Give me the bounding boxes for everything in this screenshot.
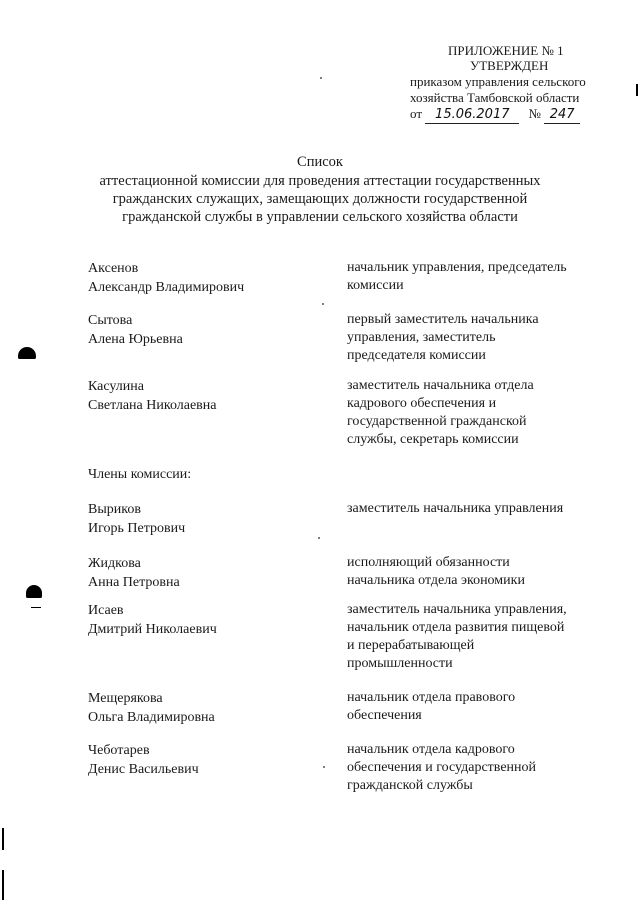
member-surname: Исаев: [88, 603, 124, 618]
member-role-line: гражданской службы: [347, 778, 473, 793]
members-heading: Члены комиссии:: [88, 467, 192, 482]
member-surname: Аксенов: [88, 261, 139, 276]
scan-edge-line: [2, 870, 4, 900]
scan-speck: [323, 766, 325, 768]
binder-hole-mark: [18, 347, 36, 359]
member-role-line: службы, секретарь комиссии: [347, 432, 519, 447]
title-line-2: гражданских служащих, замещающих должности государственной: [112, 191, 528, 207]
scan-mark: [31, 607, 41, 608]
member-role-line: государственной гражданской: [347, 414, 527, 429]
order-line-2: хозяйства Тамбовской области: [410, 90, 580, 105]
appendix-label: ПРИЛОЖЕНИЕ № 1: [448, 43, 564, 58]
scan-edge-line: [2, 828, 4, 850]
member-role-line: начальника отдела экономики: [347, 573, 525, 588]
order-line-1: приказом управления сельского: [410, 74, 586, 89]
member-surname: Жидкова: [88, 556, 141, 571]
date-prefix: от: [410, 106, 423, 121]
member-role-line: первый заместитель начальника: [347, 312, 539, 327]
member-role-line: заместитель начальника отдела: [347, 378, 534, 393]
member-role-line: обеспечения и государственной: [347, 760, 537, 775]
member-role-line: промышленности: [347, 656, 453, 671]
member-given-names: Анна Петровна: [88, 575, 180, 590]
scan-speck: [320, 77, 322, 79]
handwritten-date: 15.06.2017: [425, 107, 519, 124]
binder-hole-mark: [26, 585, 42, 598]
approved-label: УТВЕРЖДЕН: [470, 58, 549, 73]
member-role-line: управления, заместитель: [347, 330, 496, 345]
member-role-line: комиссии: [347, 278, 404, 293]
member-role-line: исполняющий обязанности: [347, 555, 510, 570]
scan-edge-line: [636, 84, 638, 96]
member-given-names: Игорь Петрович: [88, 521, 186, 536]
member-given-names: Светлана Николаевна: [88, 398, 217, 413]
title-line-3: гражданской службы в управлении сельского хозяйства области: [122, 209, 518, 225]
member-surname: Касулина: [88, 379, 144, 394]
member-given-names: Ольга Владимировна: [88, 710, 215, 725]
member-given-names: Александр Владимирович: [88, 280, 245, 295]
member-role-line: и перерабатывающей: [347, 638, 475, 653]
member-surname: Чеботарев: [88, 743, 150, 758]
title-line-1: аттестационной комиссии для проведения аттестации государственных: [99, 173, 541, 189]
member-role-line: обеспечения: [347, 708, 422, 723]
member-surname: Сытова: [88, 313, 133, 328]
member-surname: Мещерякова: [88, 691, 163, 706]
member-given-names: Дмитрий Николаевич: [88, 622, 217, 637]
member-role-line: заместитель начальника управления: [347, 501, 564, 516]
member-role-line: заместитель начальника управления,: [347, 602, 567, 617]
member-role-line: председателя комиссии: [347, 348, 486, 363]
title-heading: Список: [297, 154, 343, 170]
member-role-line: начальник отдела правового: [347, 690, 516, 705]
date-number-line: [410, 106, 580, 124]
scan-speck: [322, 303, 324, 305]
member-role-line: начальник отдела развития пищевой: [347, 620, 565, 635]
member-given-names: Алена Юрьевна: [88, 332, 183, 347]
member-role-line: начальник отдела кадрового: [347, 742, 515, 757]
member-role-line: кадрового обеспечения и: [347, 396, 497, 411]
member-role-line: начальник управления, председатель: [347, 260, 567, 275]
member-surname: Выриков: [88, 502, 141, 517]
number-prefix: №: [528, 106, 541, 121]
handwritten-number: 247: [544, 107, 580, 124]
member-given-names: Денис Васильевич: [88, 762, 199, 777]
scan-speck: [318, 537, 320, 539]
